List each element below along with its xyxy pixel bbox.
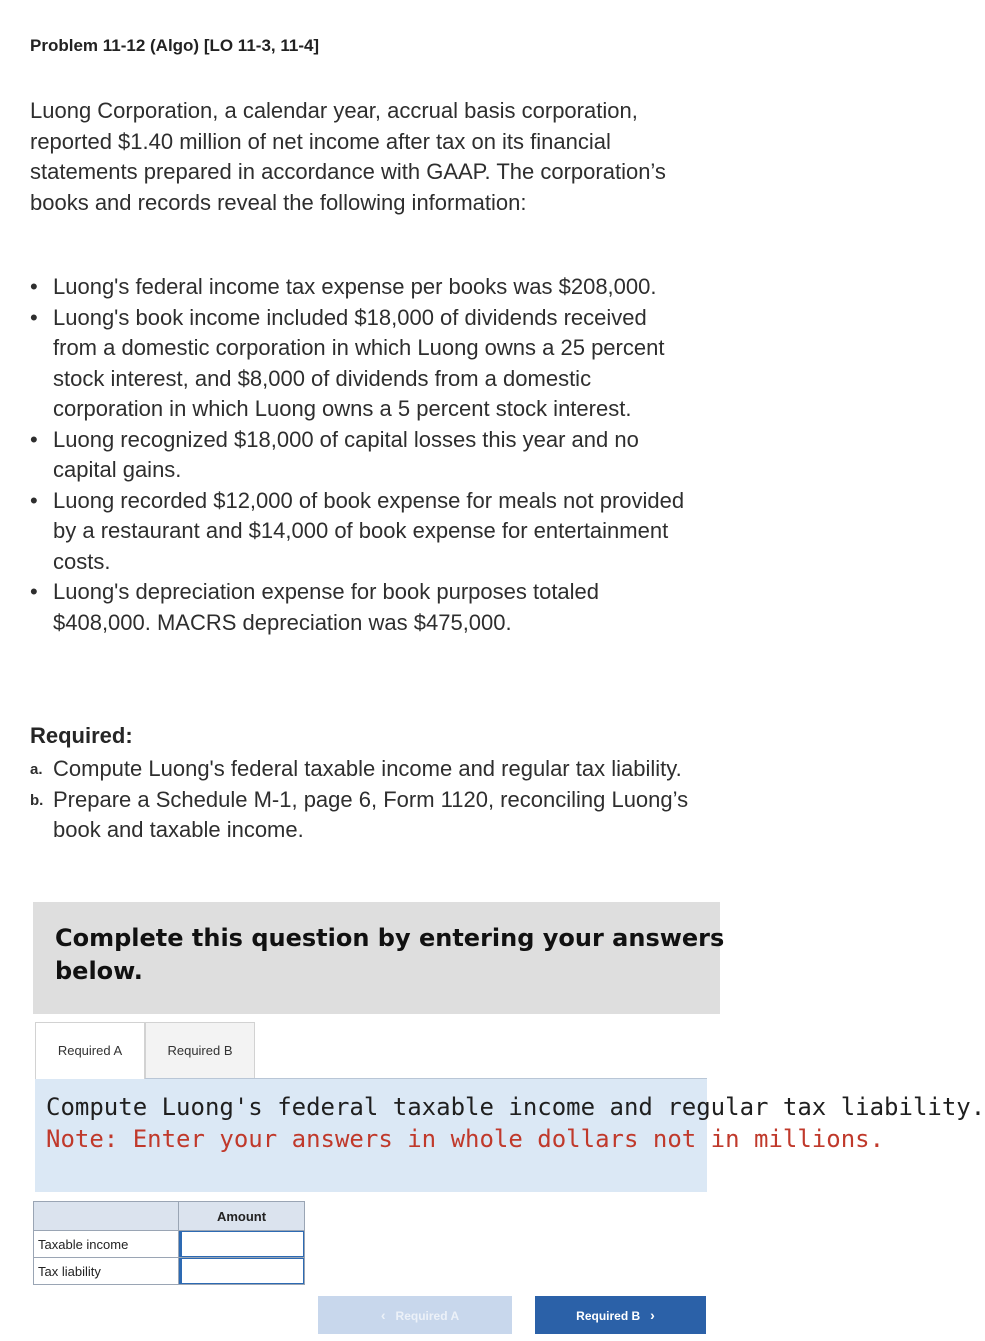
table-header-blank <box>34 1202 179 1231</box>
required-item <box>30 785 695 846</box>
table-row <box>34 1231 305 1258</box>
fact-item <box>30 303 695 425</box>
required-text: Compute Luong's federal taxable income and regular tax liability. <box>53 756 682 781</box>
fact-text: Luong recorded $12,000 of book expense for meals not provided by a restaurant and $14,000 of book expense for entertainment costs. <box>53 487 685 574</box>
bullet-icon: • <box>30 274 38 299</box>
table-header-amount: Amount <box>179 1202 305 1231</box>
bullet-icon: • <box>30 487 38 513</box>
required-tabs <box>35 1022 707 1079</box>
fact-text: Luong's book income included $18,000 of dividends received from a domestic corporation in which Luong owns a 25 percent stock interest, and $8,000 of dividends from a domestic corporation in which Luong owns a 5 percent stock interest. <box>53 304 665 421</box>
chevron-right-icon: › <box>650 1307 655 1323</box>
fact-item <box>30 577 695 638</box>
fact-text: Luong's depreciation expense for book purposes totaled $408,000. MACRS depreciation was $475,000. <box>53 579 600 635</box>
bullet-icon: • <box>30 426 38 452</box>
instruction-note: Note: Enter your answers in whole dollars not in millions. <box>46 1125 885 1153</box>
next-required-button[interactable] <box>535 1296 706 1334</box>
taxable-income-input[interactable] <box>179 1231 304 1257</box>
instruction-panel <box>35 1079 985 1192</box>
required-marker: b. <box>30 791 44 809</box>
tax-liability-label: Tax liability <box>34 1258 179 1285</box>
tax-liability-cell <box>179 1258 305 1285</box>
problem-title: Problem 11-12 (Algo) [LO 11-3, 11-4] <box>30 36 320 55</box>
table-row <box>34 1258 305 1285</box>
complete-question-text: Complete this question by entering your answers below. <box>55 924 725 985</box>
problem-intro: Luong Corporation, a calendar year, accrual basis corporation, reported $1.40 million of net income after tax on its financial statements prepared in accordance with GAAP. The corporation’s books and records reveal the following information: <box>30 98 666 215</box>
answer-table <box>33 1201 305 1285</box>
chevron-left-icon: ‹ <box>380 1307 386 1323</box>
instruction-text: Compute Luong's federal taxable income and regular tax liability. <box>46 1093 985 1121</box>
prev-button-label: Required A <box>395 1309 460 1323</box>
bullet-icon: • <box>30 579 38 604</box>
fact-item <box>30 486 695 578</box>
taxable-income-label: Taxable income <box>34 1231 179 1258</box>
required-list <box>30 754 695 846</box>
required-text: Prepare a Schedule M-1, page 6, Form 1120, reconciling Luong’s book and taxable income. <box>53 786 689 842</box>
table-header-row <box>34 1202 305 1231</box>
fact-text: Luong recognized $18,000 of capital losses this year and no capital gains. <box>53 426 639 482</box>
required-item <box>30 754 695 785</box>
taxable-income-cell <box>179 1231 305 1258</box>
fact-item <box>30 425 695 486</box>
facts-list <box>30 272 695 638</box>
required-marker: a. <box>30 761 43 778</box>
fact-item <box>30 272 695 303</box>
complete-question-banner <box>33 902 725 1014</box>
fact-text: Luong's federal income tax expense per books was $208,000. <box>53 274 657 299</box>
bullet-icon: • <box>30 304 38 330</box>
tab-required-a[interactable]: Required A <box>35 1022 145 1079</box>
tax-liability-input[interactable] <box>179 1258 304 1284</box>
prev-required-button[interactable] <box>318 1296 512 1334</box>
tab-required-b[interactable]: Required B <box>145 1022 255 1078</box>
next-button-label: Required B <box>576 1309 641 1323</box>
required-heading: Required: <box>30 723 133 748</box>
